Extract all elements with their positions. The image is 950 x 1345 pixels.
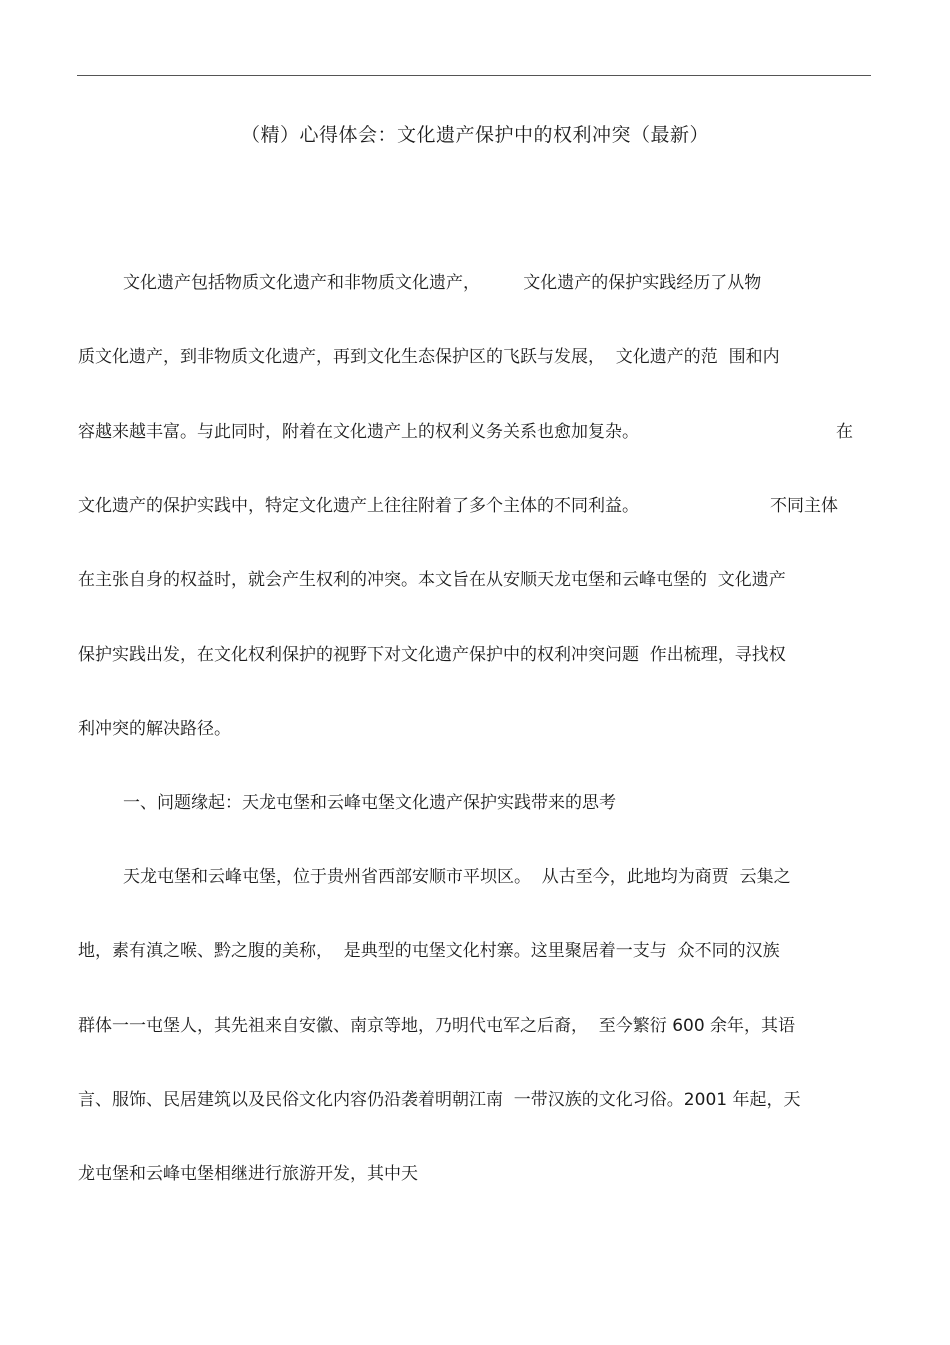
paragraph-1-line-4-tail: 不同主体 [770,496,838,516]
paragraph-1-line-5: 在主张自身的权益时，就会产生权利的冲突。本文旨在从安顺天龙屯堡和云峰屯堡的 文化遗产 [78,570,786,590]
section-heading-1: 一、问题缘起：天龙屯堡和云峰屯堡文化遗产保护实践带来的思考 [123,793,616,813]
paragraph-2-line-4: 言、服饰、民居建筑以及民俗文化内容仍沿袭着明朝江南 一带汉族的文化习俗。2001 年起，天 [78,1090,801,1110]
paragraph-2-line-3: 群体一一屯堡人，其先祖来自安徽、南京等地，乃明代屯军之后裔， 至今繁衍 600 余年，其语 [78,1016,796,1036]
paragraph-2-line-5: 龙屯堡和云峰屯堡相继进行旅游开发，其中天 [78,1164,418,1184]
paragraph-2-line-1: 天龙屯堡和云峰屯堡，位于贵州省西部安顺市平坝区。 从古至今，此地均为商贾 云集之 [123,867,791,887]
document-title: （精）心得体会：文化遗产保护中的权利冲突（最新） [240,124,709,146]
paragraph-1-line-2: 质文化遗产，到非物质文化遗产，再到文化生态保护区的飞跃与发展， 文化遗产的范 围和内 [78,347,780,367]
paragraph-1-line-1: 文化遗产包括物质文化遗产和非物质文化遗产， 文化遗产的保护实践经历了从物 [123,273,762,293]
paragraph-1-line-7: 利冲突的解决路径。 [78,719,231,739]
paragraph-1-line-4: 文化遗产的保护实践中，特定文化遗产上往往附着了多个主体的不同利益。 [78,496,639,516]
paragraph-1-line-6: 保护实践出发，在文化权利保护的视野下对文化遗产保护中的权利冲突问题 作出梳理，寻找权 [78,645,786,665]
header-rule [77,75,871,76]
paragraph-1-line-3: 容越来越丰富。与此同时，附着在文化遗产上的权利义务关系也愈加复杂。 [78,422,639,442]
paragraph-1-line-3-tail: 在 [836,422,853,442]
paragraph-2-line-2: 地，素有滇之喉、黔之腹的美称， 是典型的屯堡文化村寨。这里聚居着一支与 众不同的汉族 [78,941,780,961]
